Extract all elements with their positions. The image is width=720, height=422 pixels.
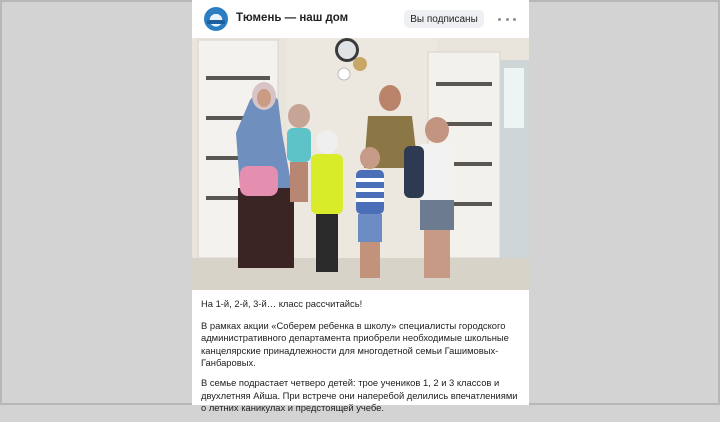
more-dots-icon[interactable]	[498, 13, 516, 25]
family-photo	[192, 38, 529, 290]
subscribed-button[interactable]: Вы подписаны	[404, 10, 484, 28]
post-card	[192, 0, 529, 414]
community-name[interactable]: Тюмень — наш дом	[236, 12, 349, 24]
community-logo[interactable]	[204, 7, 228, 31]
post-photo[interactable]	[192, 38, 529, 290]
post-paragraph: В семье подрастает четверо детей: трое учеников 1, 2 и 3 классов и двухлетняя Айша. При встрече они наперебой делились впечатлениями о летних каникулах и предстоящей учебе.	[201, 376, 518, 414]
post-text	[201, 298, 519, 422]
post-paragraph: В рамках акции «Соберем ребенка в школу» специалисты городского административного департамента приобрели необходимые школьные канцелярские принадлежности для многодетной семьи Гашимовых-Ганбаровых.	[201, 319, 509, 369]
post-headline: На 1-й, 2-й, 3-й… класс рассчитайсь!	[201, 298, 363, 309]
post-header	[192, 0, 529, 38]
